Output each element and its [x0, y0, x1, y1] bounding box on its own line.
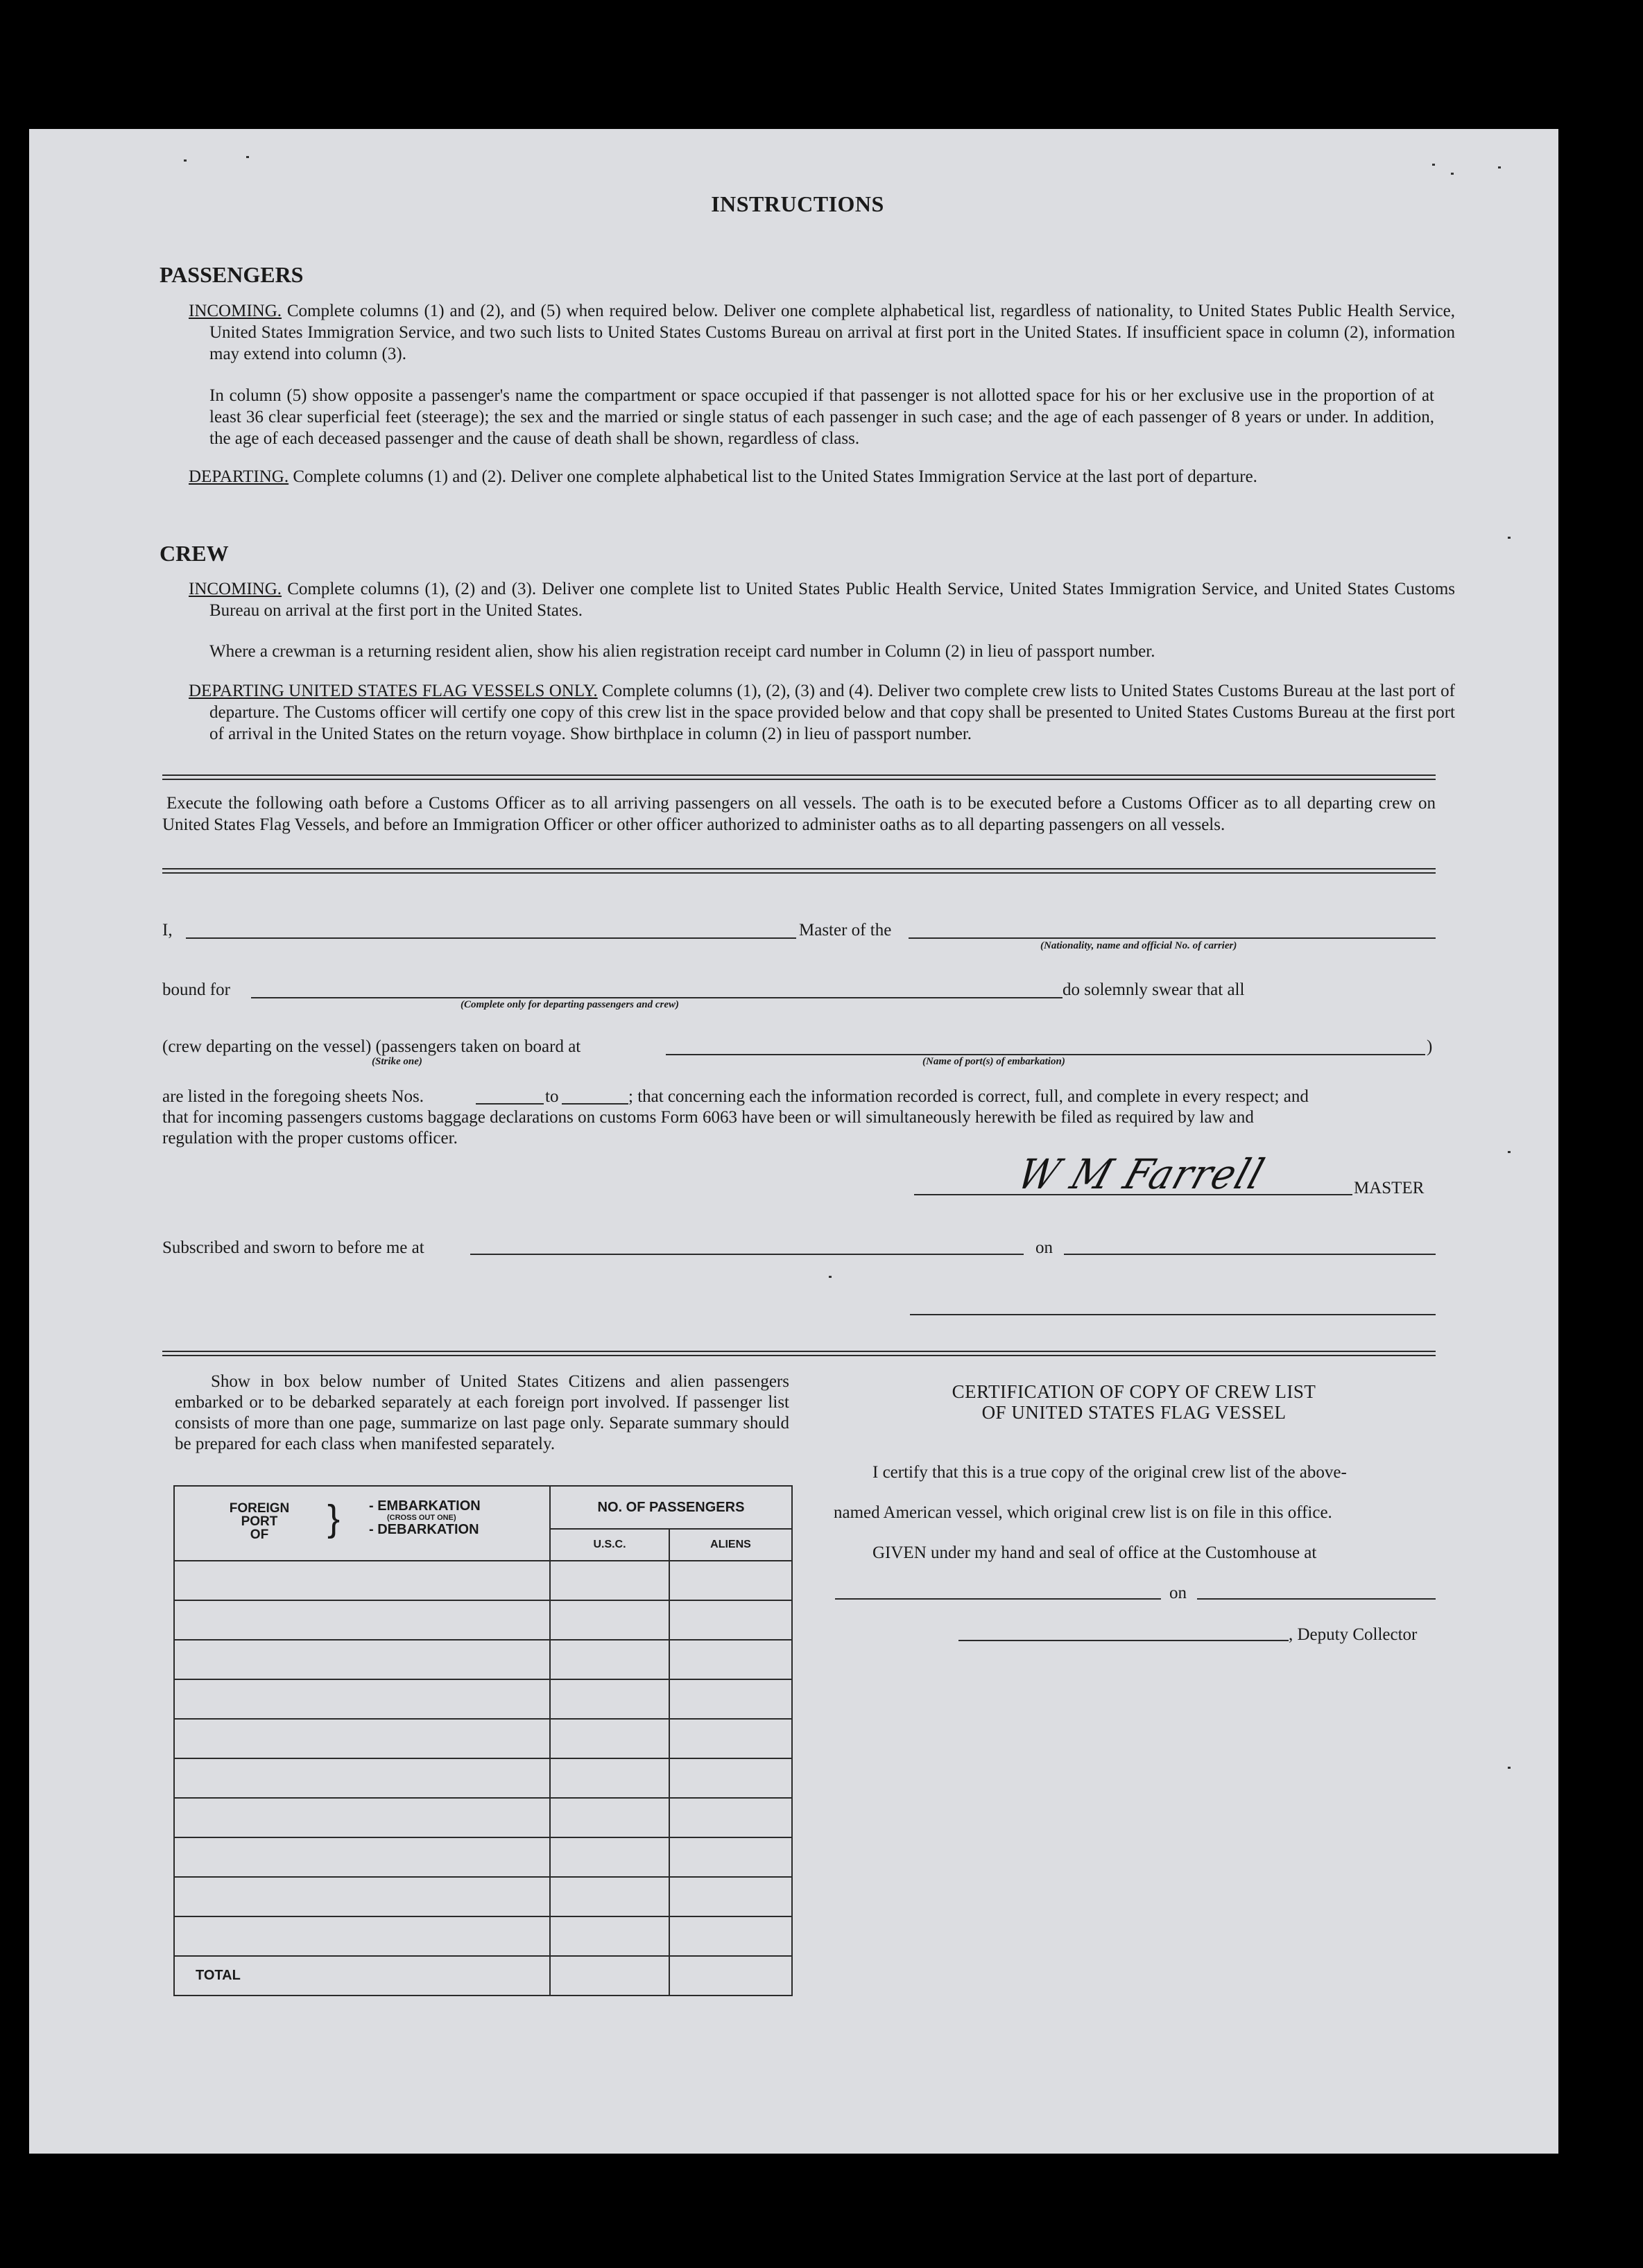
aliens-cell[interactable] — [669, 1798, 792, 1837]
strike-caption: (Strike one) — [372, 1056, 422, 1067]
table-row — [174, 1679, 792, 1719]
sworn-date-field[interactable] — [1064, 1254, 1436, 1255]
aliens-cell[interactable] — [669, 1679, 792, 1719]
certification-date-field[interactable] — [1197, 1598, 1436, 1600]
listed-label-b: ; that concerning each the information recorded is correct, full, and complete in every respect; and — [628, 1087, 1309, 1106]
port-cell[interactable] — [174, 1561, 550, 1600]
passengers-incoming-lead: INCOMING. — [189, 302, 282, 320]
certification-title-line2: OF UNITED STATES FLAG VESSEL — [981, 1402, 1287, 1423]
port-cell[interactable] — [174, 1679, 550, 1719]
aliens-cell[interactable] — [669, 1758, 792, 1798]
bound-for-label: bound for — [162, 980, 230, 999]
port-header-cell — [174, 1486, 550, 1561]
sheet-to-field[interactable] — [562, 1103, 628, 1105]
oath-intro-paragraph: Execute the following oath before a Customs Officer as to all arriving passengers on all vessels. The oath is to be executed before a Customs Officer as to all departing crew on United States Flag Vessels, and before an Immigration Officer or other officer authorized to administer oaths as to all departing passengers on all vessels. — [162, 794, 1436, 834]
signature-text: W M Farrell — [1011, 1150, 1271, 1199]
usc-cell[interactable] — [550, 1679, 669, 1719]
aliens-cell[interactable] — [669, 1837, 792, 1877]
aliens-cell[interactable] — [669, 1719, 792, 1758]
aliens-cell[interactable] — [669, 1916, 792, 1956]
brace-icon: } — [327, 1498, 341, 1539]
subscribed-label: Subscribed and sworn to before me at — [162, 1238, 424, 1257]
port-cell[interactable] — [174, 1916, 550, 1956]
customhouse-field[interactable] — [835, 1598, 1161, 1600]
usc-cell[interactable] — [550, 1877, 669, 1916]
table-row — [174, 1758, 792, 1798]
of-label: OF — [250, 1527, 269, 1542]
no-passengers-label: NO. OF PASSENGERS — [597, 1499, 745, 1515]
port-cell[interactable] — [174, 1640, 550, 1679]
certification-title — [832, 1381, 1436, 1423]
passengers-incoming-text: Complete columns (1) and (2), and (5) when required below. Deliver one complete alphabetical list, regardless of nationality, to United States Public Health Service, United States Immigration Service, and two such lists to United States Customs Bureau on arrival at first port in the United States. If insufficient space in column (2), information may extend into column (3). — [209, 302, 1455, 363]
usc-cell[interactable] — [550, 1561, 669, 1600]
foreign-label: FOREIGN — [229, 1501, 290, 1516]
listed-label-c: that for incoming passengers customs baggage declarations on customs Form 6063 have been or will simultaneously herewith be filed as required by law and — [162, 1108, 1254, 1127]
listed-label-d: regulation with the proper customs officer. — [162, 1129, 458, 1148]
passenger-summary-table — [173, 1485, 793, 1996]
passengers-departing-lead: DEPARTING. — [189, 467, 289, 486]
usc-cell[interactable] — [550, 1640, 669, 1679]
master-signature — [1012, 1150, 1271, 1198]
embarkation-label: - EMBARKATION — [369, 1498, 481, 1514]
cross-out-label: (CROSS OUT ONE) — [387, 1514, 456, 1522]
usc-total-cell[interactable] — [550, 1956, 669, 1996]
summary-instructions: Show in box below number of United States Citizens and alien passengers embarked or to be debarked separately at each foreign port involved. If passenger list consists of more than one page, summarize on last page only. Separate summary should be prepared for each class when manifested separately. — [175, 1372, 789, 1453]
crew-departing-paragraph — [189, 680, 1455, 745]
table-row — [174, 1640, 792, 1679]
usc-label: U.S.C. — [593, 1539, 626, 1551]
usc-cell[interactable] — [550, 1916, 669, 1956]
usc-header — [550, 1529, 669, 1561]
crew-resident-paragraph: Where a crewman is a returning resident alien, show his alien registration receipt card number in Column (2) in lieu of passport number. — [209, 642, 1155, 661]
crew-departing-lead: DEPARTING UNITED STATES FLAG VESSELS ONLY. — [189, 682, 598, 700]
port-caption: (Name of port(s) of embarkation) — [922, 1056, 1065, 1067]
aliens-cell[interactable] — [669, 1877, 792, 1916]
close-paren: ) — [1427, 1037, 1433, 1056]
double-rule — [162, 774, 1436, 780]
bound-for-caption: (Complete only for departing passengers and crew) — [461, 999, 679, 1010]
certification-on-label: on — [1169, 1584, 1187, 1602]
passengers-heading: PASSENGERS — [160, 262, 304, 287]
total-label-cell — [174, 1956, 550, 1996]
master-of-label: Master of the — [799, 921, 892, 940]
master-name-field[interactable] — [186, 937, 796, 939]
usc-cell[interactable] — [550, 1719, 669, 1758]
master-label: MASTER — [1354, 1179, 1425, 1197]
embarkation-port-field[interactable] — [666, 1054, 1425, 1055]
deputy-signature-field[interactable] — [958, 1640, 1289, 1641]
passengers-incoming-paragraph — [189, 300, 1455, 365]
listed-to-label: to — [545, 1087, 559, 1106]
port-cell[interactable] — [174, 1798, 550, 1837]
usc-cell[interactable] — [550, 1758, 669, 1798]
port-label: PORT — [241, 1514, 278, 1529]
deputy-collector-label: , Deputy Collector — [1289, 1625, 1418, 1644]
strike-label: (crew departing on the vessel) (passengers taken on board at — [162, 1037, 581, 1056]
port-cell[interactable] — [174, 1837, 550, 1877]
bound-for-field[interactable] — [251, 997, 1063, 998]
aliens-cell[interactable] — [669, 1600, 792, 1640]
aliens-label: ALIENS — [710, 1539, 751, 1551]
oath-i-label: I, — [162, 921, 173, 940]
certify-text-b: named American vessel, which original crew list is on file in this office. — [834, 1503, 1332, 1522]
table-row — [174, 1719, 792, 1758]
port-cell[interactable] — [174, 1719, 550, 1758]
page-title: INSTRUCTIONS — [711, 191, 884, 216]
double-rule — [162, 1351, 1436, 1356]
total-label: TOTAL — [196, 1968, 241, 1983]
aliens-cell[interactable] — [669, 1561, 792, 1600]
aliens-total-cell[interactable] — [669, 1956, 792, 1996]
usc-cell[interactable] — [550, 1798, 669, 1837]
port-cell[interactable] — [174, 1758, 550, 1798]
aliens-header — [669, 1529, 792, 1561]
port-cell[interactable] — [174, 1600, 550, 1640]
usc-cell[interactable] — [550, 1600, 669, 1640]
table-row — [174, 1916, 792, 1956]
aliens-cell[interactable] — [669, 1640, 792, 1679]
crew-incoming-lead: INCOMING. — [189, 580, 282, 598]
crew-incoming-text: Complete columns (1), (2) and (3). Deliver one complete list to United States Public Health Service, United States Immigration Service, and United States Customs Bureau on arrival at the first port in the United States. — [209, 580, 1455, 620]
crew-heading: CREW — [160, 541, 229, 566]
sworn-on-label: on — [1035, 1238, 1053, 1257]
debarkation-label: - DEBARKATION — [369, 1522, 479, 1537]
swear-label: do solemnly swear that all — [1063, 980, 1245, 999]
table-row — [174, 1561, 792, 1600]
double-rule — [162, 868, 1436, 874]
carrier-caption: (Nationality, name and official No. of carrier) — [1040, 940, 1237, 951]
table-row — [174, 1600, 792, 1640]
officer-signature-field[interactable] — [910, 1314, 1436, 1315]
table-row — [174, 1798, 792, 1837]
passengers-column5-paragraph: In column (5) show opposite a passenger's name the compartment or space occupied if that passenger is not allotted space for his or her exclusive use in the proportion of at least 36 clear superficial feet (steerage); the sex and the married or single status of each passenger in such case; and the age of each passenger of 8 years or under. In addition, the age of each deceased passenger and the cause of death shall be shown, regardless of class. — [209, 386, 1434, 448]
certify-text-a: I certify that this is a true copy of the original crew list of the above- — [872, 1463, 1347, 1482]
carrier-field[interactable] — [909, 937, 1436, 939]
crew-departing-text: Complete columns (1), (2), (3) and (4). Deliver two complete crew lists to United States Customs Bureau at the last port of departure. The Customs officer will certify one copy of this crew list in the space provided below and that copy shall be presented to United States Customs Bureau at the first port of arrival in the United States on the return voyage. Show birthplace in column (2) in lieu of passport number. — [209, 682, 1455, 743]
passengers-departing-text: Complete columns (1) and (2). Deliver one complete alphabetical list to the United States Immigration Service at the last port of departure. — [289, 467, 1257, 486]
passengers-departing-paragraph — [189, 466, 1455, 487]
port-cell[interactable] — [174, 1877, 550, 1916]
listed-label-a: are listed in the foregoing sheets Nos. — [162, 1087, 424, 1106]
table-row — [174, 1877, 792, 1916]
sworn-location-field[interactable] — [470, 1254, 1024, 1255]
certification-title-line1: CERTIFICATION OF COPY OF CREW LIST — [952, 1381, 1316, 1402]
table-row — [174, 1837, 792, 1877]
crew-incoming-paragraph — [189, 578, 1455, 621]
total-row — [174, 1956, 792, 1996]
usc-cell[interactable] — [550, 1837, 669, 1877]
sheet-from-field[interactable] — [476, 1103, 544, 1105]
no-passengers-header — [550, 1486, 792, 1529]
given-text: GIVEN under my hand and seal of office at the Customhouse at — [872, 1543, 1317, 1562]
